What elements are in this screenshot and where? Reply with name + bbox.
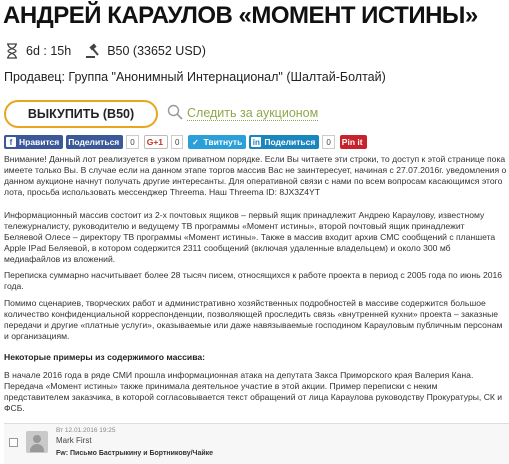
- facebook-share-count: 0: [126, 135, 138, 149]
- email-date: Вт 12.01.2016 19:25: [56, 427, 116, 434]
- email-subject: Fw: Письмо Бастрыкину и Бортникову/Чайке: [56, 450, 214, 457]
- twitter-button[interactable]: ✓ Твитнуть: [188, 135, 246, 149]
- follow-auction-label: Следить за аукционом: [187, 106, 319, 120]
- facebook-like-button[interactable]: f Нравится: [4, 135, 63, 149]
- lot-price: [85, 42, 206, 60]
- pinterest-button[interactable]: Pin it: [340, 135, 367, 149]
- email-preview: [4, 423, 509, 464]
- lot-title: АНДРЕЙ КАРАУЛОВ «МОМЕНТ ИСТИНЫ»: [3, 2, 478, 29]
- examples-heading: Некоторые примеры из содержимого массива:: [4, 352, 206, 362]
- email-checkbox[interactable]: [9, 438, 18, 447]
- social-share-bar: [4, 135, 370, 149]
- buy-button[interactable]: ВЫКУПИТЬ (B50): [4, 100, 158, 128]
- gavel-icon: [85, 42, 101, 60]
- time-left-value: 6d : 15h: [26, 44, 72, 58]
- twitter-icon: ✓: [192, 137, 199, 147]
- linkedin-share-count: 0: [322, 135, 334, 149]
- gplus-count: 0: [171, 135, 183, 149]
- description-paragraph-4: В начале 2016 года в ряде СМИ прошла информационная атака на депутата Закса Приморского края Валерия Кана. Передача «Момент истины» также принимала деятельное участие в этой акции. Пример переписки с неким представителем заказчика, в которой согласовывается текст обращений от лица Караулова руководству Прокуратуры, СК и ФСБ.: [4, 370, 503, 413]
- seller-info: Продавец: Группа "Анонимный Интернационал" (Шалтай-Болтай): [4, 70, 386, 84]
- linkedin-share-button[interactable]: in Поделиться: [249, 135, 319, 149]
- search-icon: [167, 104, 183, 123]
- price-value: B50 (33652 USD): [107, 44, 206, 58]
- gplus-button[interactable]: G+1: [144, 135, 168, 149]
- facebook-share-button[interactable]: Поделиться: [66, 135, 123, 149]
- avatar: [26, 431, 48, 453]
- hourglass-icon: [4, 42, 20, 60]
- follow-auction-link[interactable]: [167, 104, 318, 123]
- facebook-icon: f: [6, 137, 16, 147]
- private-lot-notice: Внимание! Данный лот реализуется в узком приватном порядке. Если Вы читаете эти строки, то доступ к этой странице пока имеете только Вы. В случае если на данном этапе торгов массив Вас не заинтересует, начиная с 27.07.2016г. уведомления о данном аукционе начнут получать другие интересанты. Для оперативной связи с нами по всем вопросам касающимся этого лота, просьба использовать мессенджер Threema. Наш Threema ID: 8JX3Z4YT: [4, 154, 507, 197]
- time-left: [4, 42, 71, 60]
- linkedin-icon: in: [252, 137, 260, 147]
- description-paragraph-3: Помимо сценариев, творческих работ и административно хозяйственных подробностей в массиве содержится большое количество конфиденциальной корреспонденции, позволяющей проследить связь «внутренней кухни» проекта – заказные передачи и другие «платные услуги», оказываемые или даже навязываемые господином Карауловым публичным персонам и организациям.: [4, 298, 503, 341]
- description-paragraph-1: Информационный массив состоит из 2-х почтовых ящиков – первый ящик принадлежит Андрею Караулову, известному тележурналисту, руководителю и ведущему ТВ программы «Момент истины», второй почтовый ящик принадлежит Беляевой Олесе – директору ТВ программы «Момент истины». Также в массив входит архив СМС сообщений с планшета Apple IPad Беляевой, в котором содержится 2311 сообщений (включая удаленные владельцем) и около 300 мб медиафайлов из вложений.: [4, 210, 496, 264]
- lot-meta: [4, 42, 220, 60]
- description-paragraph-2: Переписка суммарно насчитывает более 28 тысяч писем, относящихся к работе проекта в период с 2005 года по июнь 2016 года.: [4, 270, 503, 291]
- email-sender: Mark First: [56, 436, 92, 445]
